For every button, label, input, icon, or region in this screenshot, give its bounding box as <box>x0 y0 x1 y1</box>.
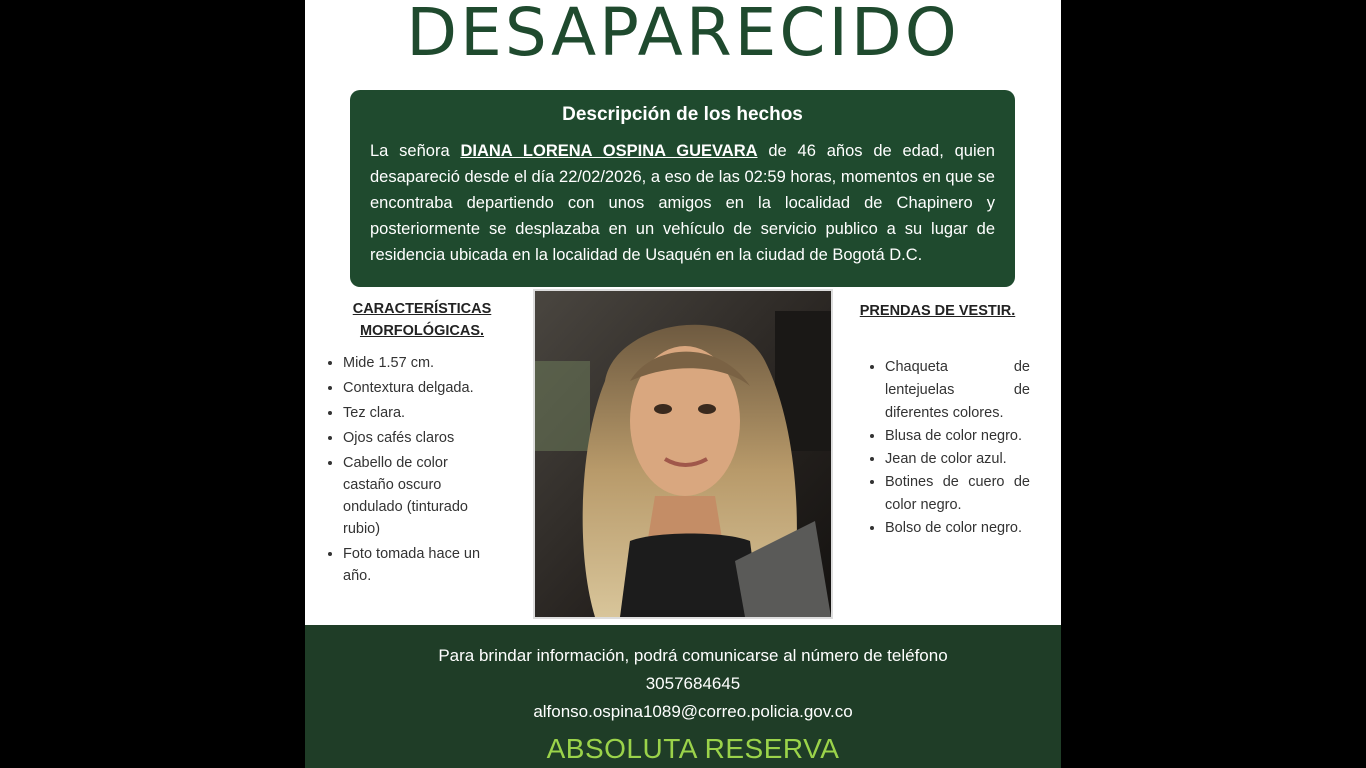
portrait-illustration <box>535 291 831 617</box>
list-item: • Cabello de color castaño oscuro ondulado (tinturado rubio) <box>343 452 483 540</box>
contact-info-label: Para brindar información, podrá comunicarse al número de teléfono <box>438 646 948 665</box>
facts-heading: Descripción de los hechos <box>562 104 803 125</box>
list-item: • Foto tomada hace un año. <box>343 543 503 587</box>
list-item: • Bolso de color negro. <box>885 517 1030 540</box>
list-item: • Ojos cafés claros <box>343 427 531 449</box>
morphology-heading <box>313 298 531 342</box>
poster-title: DESAPARECIDO <box>406 0 960 71</box>
contact-phone <box>305 674 1061 694</box>
list-item: • Jean de color azul. <box>885 448 1030 471</box>
phone-number: 3057684645 <box>645 674 741 693</box>
contact-footer <box>305 625 1061 768</box>
facts-text <box>370 138 995 268</box>
email-address: alfonso.ospina1089@correo.policia.gov.co <box>533 702 853 721</box>
contact-email <box>305 702 1061 722</box>
list-item: • Tez clara. <box>343 402 531 424</box>
morphology-heading-line2: MORFOLÓGICAS. <box>359 323 485 339</box>
list-item: • Contextura delgada. <box>343 377 531 399</box>
facts-text-intro: La señora <box>370 142 461 160</box>
missing-person-name: DIANA LORENA OSPINA GUEVARA <box>460 142 758 160</box>
clothing-section <box>845 300 1030 540</box>
facts-box <box>350 90 1015 287</box>
portrait-photo <box>533 289 833 619</box>
absolute-reserve-label <box>305 733 1061 765</box>
reserve-text: ABSOLUTA RESERVA <box>546 733 840 764</box>
list-item: • Mide 1.57 cm. <box>343 352 531 374</box>
morphology-list <box>313 352 531 587</box>
clothing-list <box>845 356 1030 540</box>
list-item: • Blusa de color negro. <box>885 425 1030 448</box>
contact-info-text <box>305 646 1061 666</box>
list-item: • Botines de cuero de color negro. <box>885 471 1030 517</box>
list-item: • Chaqueta de lentejuelas de diferentes colores. <box>885 356 1030 425</box>
clothing-heading: PRENDAS DE VESTIR. <box>859 303 1016 319</box>
facts-text-body: de 46 años de edad, quien desapareció desde el día 22/02/2026, a eso de las 02:59 horas, momentos en que se encontraba departiendo con unos amigos en la localidad de Chapinero y posteriormente se desplazaba en un vehículo de servicio publico a su lugar de residencia ubicada en la localidad de Usaquén en la ciudad de Bogotá D.C. <box>370 142 995 264</box>
morphology-heading-line1: CARACTERÍSTICAS <box>352 301 492 317</box>
missing-person-poster <box>305 0 1061 768</box>
morphology-section <box>313 298 531 590</box>
